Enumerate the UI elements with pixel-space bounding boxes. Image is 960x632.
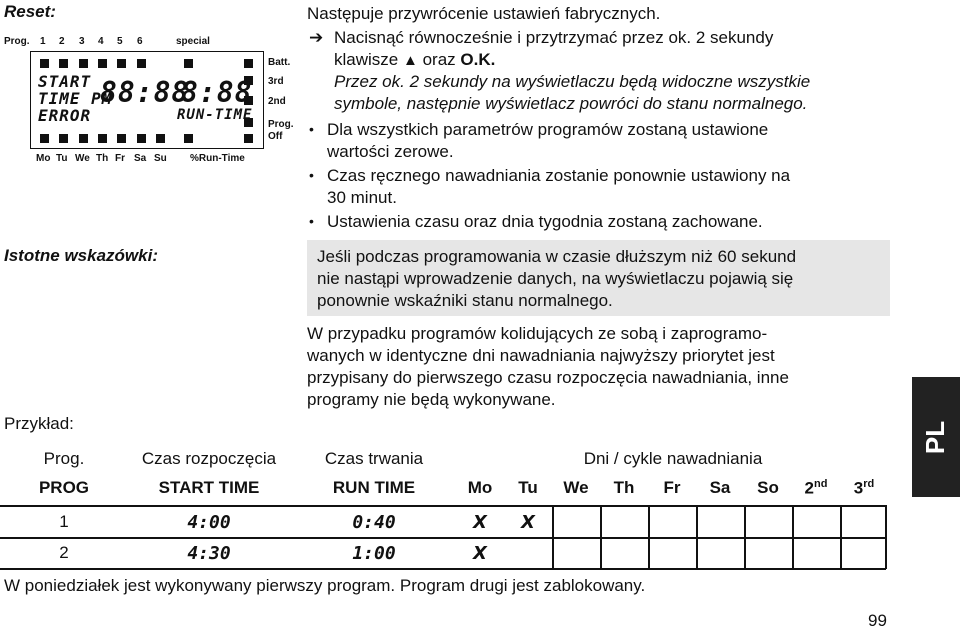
- lcd-digits-right: 8:88: [181, 76, 253, 109]
- reset-keys-pre: klawisze: [334, 50, 399, 69]
- lcd-label-1: 1: [40, 36, 46, 47]
- lcd-label-special: special: [176, 36, 210, 47]
- example-footer-text: W poniedziałek jest wykonywany pierwszy program. Program drugi jest zablokowany.: [4, 576, 646, 595]
- table-col-3rd: 3rd: [853, 478, 875, 498]
- bullet-1-line2: wartości zerowe.: [327, 142, 454, 161]
- table-header-prog: Prog.: [43, 449, 85, 468]
- lcd-label-3rd: 3rd: [268, 76, 284, 87]
- table-col-fr: Fr: [663, 478, 681, 497]
- lcd-label-prog: Prog.: [4, 36, 30, 47]
- row-1-start-time: 4:00: [187, 512, 231, 533]
- bullet-3-line1: Ustawienia czasu oraz dnia tygodnia zostaną zachowane.: [327, 212, 763, 231]
- example-heading: Przykład:: [4, 414, 74, 433]
- lcd-label-2: 2: [59, 36, 65, 47]
- bullet-icon: •: [309, 121, 314, 137]
- bullet-2-line1: Czas ręcznego nawadniania zostanie ponownie ustawiony na: [327, 166, 791, 185]
- important-note-line3: ponownie wskaźniki stanu normalnego.: [317, 291, 613, 310]
- row-2-run-time: 1:00: [352, 543, 396, 564]
- lcd-start: START: [38, 72, 92, 91]
- lcd-day-su: Su: [154, 153, 167, 164]
- important-heading: Istotne wskazówki:: [4, 246, 158, 265]
- lcd-label-5: 5: [117, 36, 123, 47]
- lcd-label-prog-off-1: Prog.: [268, 119, 294, 130]
- reset-italic-line1: Przez ok. 2 sekundy na wyświetlaczu będą widoczne wszystkie: [334, 72, 811, 91]
- ok-key-label: O.K.: [460, 50, 496, 69]
- important-note-line2: nie nastąpi wprowadzenie danych, na wyświetlaczu pojawią się: [317, 269, 794, 288]
- table-header-run: Czas trwania: [324, 449, 424, 468]
- bullet-icon: •: [309, 213, 314, 229]
- row-2-prog: 2: [59, 543, 69, 562]
- lcd-label-2nd: 2nd: [268, 96, 286, 107]
- conflict-line4: programy nie będą wykonywane.: [307, 390, 556, 409]
- row-1-prog: 1: [59, 512, 69, 531]
- row-1-tu-mark: X: [521, 512, 535, 533]
- table-header-start: Czas rozpoczęcia: [141, 449, 277, 468]
- lcd-day-sa: Sa: [134, 153, 147, 164]
- row-2-mo-mark: X: [473, 543, 487, 564]
- table-col-so: So: [757, 478, 779, 497]
- table-col-th: Th: [613, 478, 635, 497]
- lcd-day-fr: Fr: [115, 153, 125, 164]
- lcd-label-prog-off-2: Off: [268, 131, 283, 142]
- table-header-days: Dni / cykle nawadniania: [583, 449, 763, 468]
- lcd-digits-left: 88:88: [100, 76, 190, 109]
- table-col-sa: Sa: [709, 478, 731, 497]
- table-col-start-time: START TIME: [158, 478, 260, 497]
- row-2-start-time: 4:30: [187, 543, 231, 564]
- triangle-up-icon: ▲: [402, 52, 418, 69]
- conflict-line3: przypisany do pierwszego czasu rozpoczęcia nawadniania, inne: [307, 368, 789, 387]
- lcd-time-pm: TIME PM: [38, 89, 113, 108]
- reset-step-line1: Nacisnąć równocześnie i przytrzymać przez ok. 2 sekundy: [334, 28, 774, 47]
- conflict-line2: wanych w identyczne dni nawadniania najwyższy priorytet jest: [307, 346, 775, 365]
- arrow-icon: ➔: [309, 28, 324, 47]
- table-col-we: We: [563, 478, 589, 497]
- lcd-label-4: 4: [98, 36, 104, 47]
- conflict-line1: W przypadku programów kolidujących ze sobą i zaprogramo-: [307, 324, 768, 343]
- reset-heading: Reset:: [4, 2, 56, 21]
- bullet-1-line1: Dla wszystkich parametrów programów zostaną ustawione: [327, 120, 769, 139]
- bullet-icon: •: [309, 167, 314, 183]
- important-note-line1: Jeśli podczas programowania w czasie dłuższym niż 60 sekund: [317, 247, 797, 266]
- lcd-run-time-pct: %Run-Time: [190, 153, 245, 164]
- table-col-2nd: 2nd: [804, 478, 828, 498]
- table-col-run-time: RUN TIME: [332, 478, 416, 497]
- lcd-run-time: RUN-TIME: [177, 107, 253, 123]
- reset-italic-line2: symbole, następnie wyświetlacz powróci do stanu normalnego.: [334, 94, 808, 113]
- language-tab: [912, 377, 960, 497]
- language-tab-label: PL: [920, 420, 951, 454]
- reset-keys-mid: oraz: [422, 50, 456, 69]
- lcd-day-th: Th: [96, 153, 109, 164]
- lcd-day-we: We: [75, 153, 90, 164]
- page-number: 99: [868, 611, 887, 630]
- lcd-day-mo: Mo: [36, 153, 51, 164]
- bullet-2-line2: 30 minut.: [327, 188, 397, 207]
- reset-step-line2: [334, 49, 495, 72]
- row-1-mo-mark: X: [473, 512, 487, 533]
- row-1-run-time: 0:40: [352, 512, 396, 533]
- lcd-day-tu: Tu: [56, 153, 68, 164]
- table-col-mo: Mo: [467, 478, 493, 497]
- reset-intro: Następuje przywrócenie ustawień fabrycznych.: [307, 4, 661, 23]
- lcd-label-3: 3: [79, 36, 85, 47]
- lcd-error: ERROR: [38, 106, 92, 125]
- lcd-label-batt: Batt.: [268, 57, 291, 68]
- lcd-label-6: 6: [137, 36, 143, 47]
- table-col-prog: PROG: [38, 478, 90, 497]
- table-col-tu: Tu: [518, 478, 538, 497]
